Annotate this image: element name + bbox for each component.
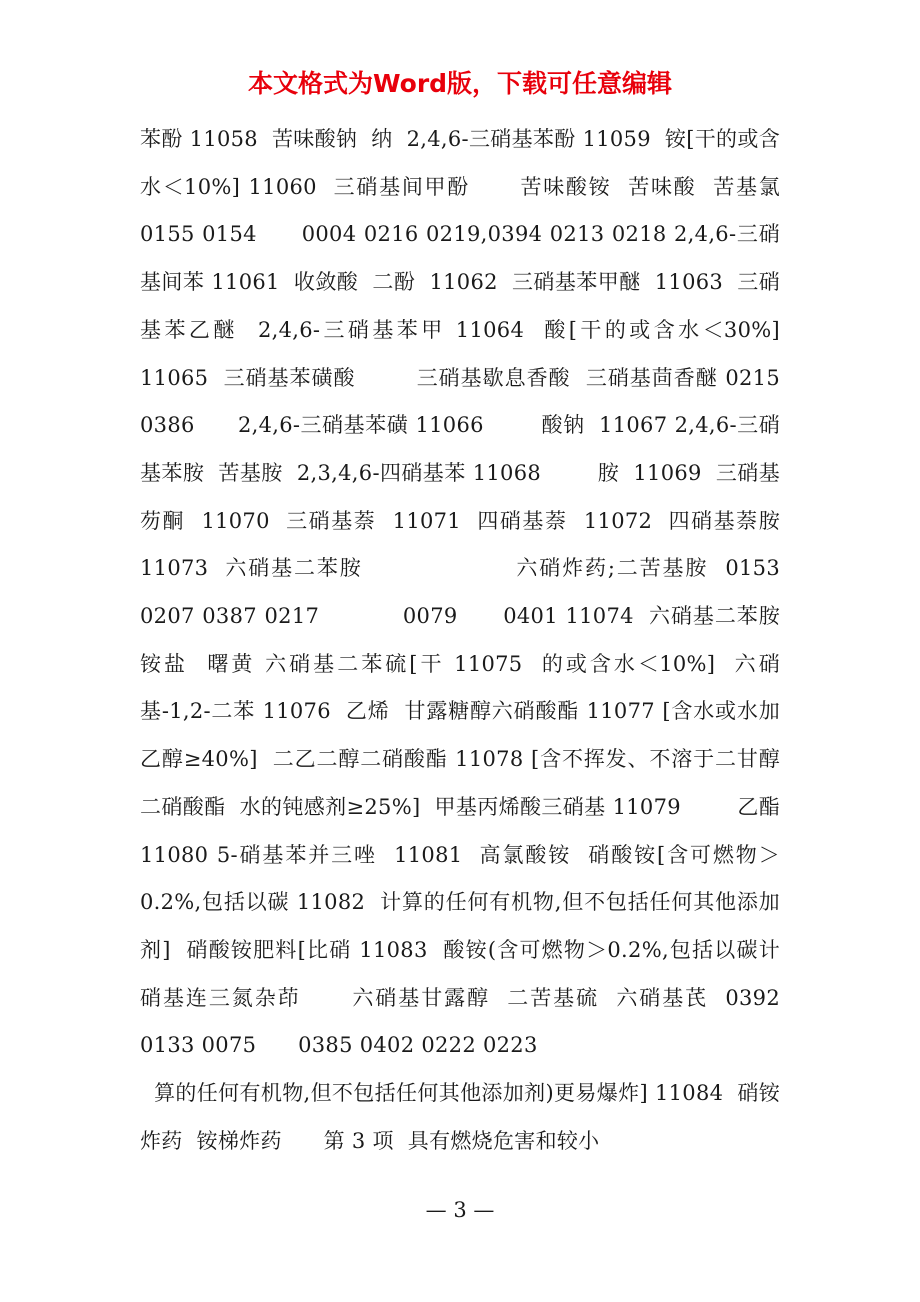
document-body bbox=[140, 116, 836, 1165]
page-number: — 3 — bbox=[425, 1198, 495, 1222]
body-paragraph-2: 算的任何有机物,但不包括任何其他添加剂)更易爆炸] 11084 硝铵炸药 铵梯炸药 第 3 项 具有燃烧危害和较小 bbox=[140, 1081, 780, 1153]
document-banner: 本文格式为Word版，下载可任意编辑 bbox=[247, 69, 673, 98]
body-paragraph-1: 苯酚 11058 苦味酸钠 纳 2,4,6-三硝基苯酚 11059 铵[干的或含水＜10%] 11060 三硝基间甲酚 苦味酸铵 苦味酸 苦基氯 0155 0154 0004 0216 0219,0394 0213 0218 2,4,6-三硝基间苯 11061 收敛酸 二酚 11062 三硝基苯甲醚 11063 三硝基苯乙醚 2,4,6-三硝基苯甲 11064 酸[干的或含水＜30%] 11065 三硝基苯磺酸 三硝基歇息香酸 三硝基茴香醚 0215 0386 2,4,6-三硝基苯磺 11066 酸钠 11067 2,4,6-三硝基苯胺 苦基胺 2,3,4,6-四硝基苯 11068 胺 11069 三硝基芴酮 11070 三硝基萘 11071 四硝基萘 11072 四硝基萘胺 11073 六硝基二苯胺 六硝炸药;二苦基胺 0153 0207 0387 0217 0079 0401 11074 六硝基二苯胺铵盐 曙黄 六硝基二苯硫[干 11075 的或含水＜10%] 六硝基-1,2-二苯 11076 乙烯 甘露糖醇六硝酸酯 11077 [含水或水加乙醇≥40%] 二乙二醇二硝酸酯 11078 [含不挥发、不溶于二甘醇二硝酸酯 水的钝感剂≥25%] 甲基丙烯酸三硝基 11079 乙酯 11080 5-硝基苯并三唑 11081 高氯酸铵 硝酸铵[含可燃物＞0.2%,包括以碳 11082 计算的任何有机物,但不包括任何其他添加剂] 硝酸铵肥料[比硝 11083 酸铵(含可燃物＞0.2%,包括以碳计 硝基连三氮杂茚 六硝基甘露醇 二苦基硫 六硝基芪 0392 0133 0075 0385 0402 0222 0223 bbox=[140, 127, 836, 1058]
